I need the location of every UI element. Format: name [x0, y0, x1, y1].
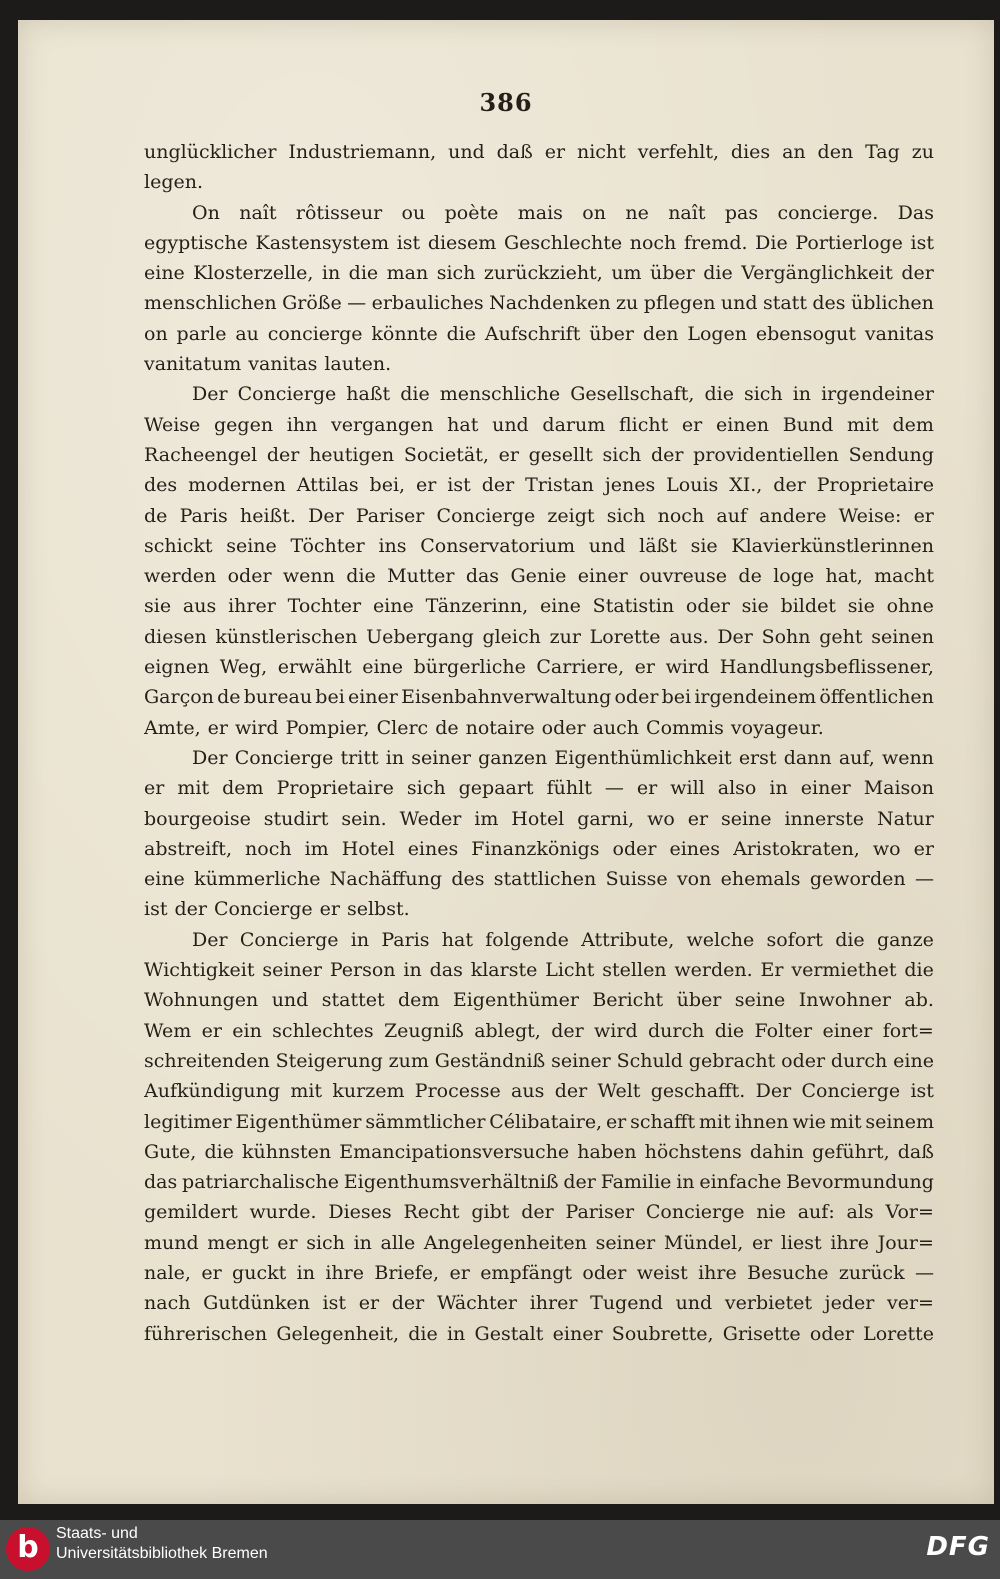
text-line: On naît rôtisseur ou poète mais on ne naît pas concierge. Das: [192, 201, 934, 224]
dfg-logo[interactable]: DFG: [926, 1532, 990, 1562]
text-line: werden oder wenn die Mutter das Genie einer ouvreuse de loge hat, macht: [144, 565, 934, 588]
text-line: führerischen Gelegenheit, die in Gestalt einer Soubrette, Grisette oder Lorette: [144, 1322, 934, 1345]
text-line: Weise gegen ihn vergangen hat und darum flicht er einen Bund mit dem: [144, 413, 934, 436]
text-line: Der Concierge tritt in seiner ganzen Eigenthümlichkeit erst dann auf, wenn: [192, 746, 934, 769]
text-line: das patriarchalische Eigenthumsverhältniß der Familie in einfache Bevormundung: [144, 1171, 934, 1194]
text-line: Wohnungen und stattet dem Eigenthümer Bericht über seine Inwohner ab.: [144, 989, 934, 1012]
text-line: eine Klosterzelle, in die man sich zurückzieht, um über die Vergänglichkeit der: [144, 262, 934, 285]
library-logo-icon[interactable]: b: [6, 1527, 50, 1571]
text-line: er mit dem Proprietaire sich gepaart fühlt — er will also in einer Maison: [144, 777, 934, 800]
text-line: legitimer Eigenthümer sämmtlicher Célibataire, er schafft mit ihnen wie mit seinem: [144, 1110, 934, 1133]
text-line: diesen künstlerischen Uebergang gleich zur Lorette aus. Der Sohn geht seinen: [144, 625, 934, 648]
footer-bar: [0, 1520, 1000, 1579]
text-line: ist der Concierge er selbst.: [144, 898, 410, 921]
body-text: [144, 137, 934, 1349]
text-line: Wichtigkeit seiner Person in das klarste Licht stellen werden. Er vermiethet die: [144, 959, 934, 982]
text-line: schreitenden Steigerung zum Geständniß seiner Schuld gebracht oder durch eine: [144, 1049, 934, 1072]
text-line: schickt seine Töchter ins Conservatorium und läßt sie Klavierkünstlerinnen: [144, 534, 934, 557]
library-name-line2: Universitätsbibliothek Bremen: [56, 1545, 268, 1562]
text-line: bourgeoise studirt sein. Weder im Hotel garni, wo er seine innerste Natur: [144, 807, 934, 830]
book-page: [18, 20, 994, 1504]
text-line: Racheengel der heutigen Societät, er gesellt sich der providentiellen Sendung: [144, 443, 934, 466]
text-line: Garçon de bureau bei einer Eisenbahnverwaltung oder bei irgendeinem öffentlichen: [144, 686, 934, 709]
text-line: nale, er guckt in ihre Briefe, er empfängt oder weist ihre Besuche zurück —: [144, 1261, 934, 1284]
text-line: eine kümmerliche Nachäffung des stattlichen Suisse von ehemals geworden —: [144, 868, 934, 891]
library-name-line1: Staats- und: [56, 1525, 138, 1542]
text-line: Der Concierge in Paris hat folgende Attribute, welche sofort die ganze: [192, 928, 934, 951]
text-line: Wem er ein schlechtes Zeugniß ablegt, der wird durch die Folter einer fort=: [144, 1019, 934, 1042]
text-line: egyptische Kastensystem ist diesem Geschlechte noch fremd. Die Portierloge ist: [144, 231, 934, 254]
text-line: Der Concierge haßt die menschliche Gesellschaft, die sich in irgendeiner: [192, 383, 934, 406]
text-line: Amte, er wird Pompier, Clerc de notaire oder auch Commis voyageur.: [144, 716, 824, 739]
text-line: Gute, die kühnsten Emancipationsversuche haben höchstens dahin geführt, daß: [144, 1140, 934, 1163]
text-line: menschlichen Größe — erbauliches Nachdenken zu pflegen und statt des üblichen: [144, 292, 934, 315]
page-number: 386: [479, 88, 533, 117]
text-line: eignen Weg, erwählt eine bürgerliche Carriere, er wird Handlungsbeflissener,: [144, 656, 934, 679]
text-line: des modernen Attilas bei, er ist der Tristan jenes Louis XI., der Proprietaire: [144, 474, 934, 497]
text-line: sie aus ihrer Tochter eine Tänzerinn, eine Statistin oder sie bildet sie ohne: [144, 595, 934, 618]
text-line: unglücklicher Industriemann, und daß er nicht verfehlt, dies an den Tag zu: [144, 141, 934, 163]
library-name[interactable]: [56, 1524, 268, 1564]
text-line: abstreift, noch im Hotel eines Finanzkönigs oder eines Aristokraten, wo er: [144, 837, 934, 860]
text-line: mund mengt er sich in alle Angelegenheiten seiner Mündel, er liest ihre Jour=: [144, 1231, 934, 1254]
text-line: gemildert wurde. Dieses Recht gibt der Pariser Concierge nie auf: als Vor=: [144, 1201, 934, 1224]
text-line: on parle au concierge könnte die Aufschrift über den Logen ebensogut vanitas: [144, 322, 934, 345]
text-line: Aufkündigung mit kurzem Processe aus der Welt geschafft. Der Concierge ist: [144, 1080, 934, 1103]
text-line: nach Gutdünken ist er der Wächter ihrer Tugend und verbietet jeder ver=: [144, 1292, 934, 1315]
text-line: de Paris heißt. Der Pariser Concierge zeigt sich noch auf andere Weise: er: [144, 504, 934, 527]
text-line: legen.: [144, 171, 204, 194]
text-line: vanitatum vanitas lauten.: [144, 353, 392, 376]
